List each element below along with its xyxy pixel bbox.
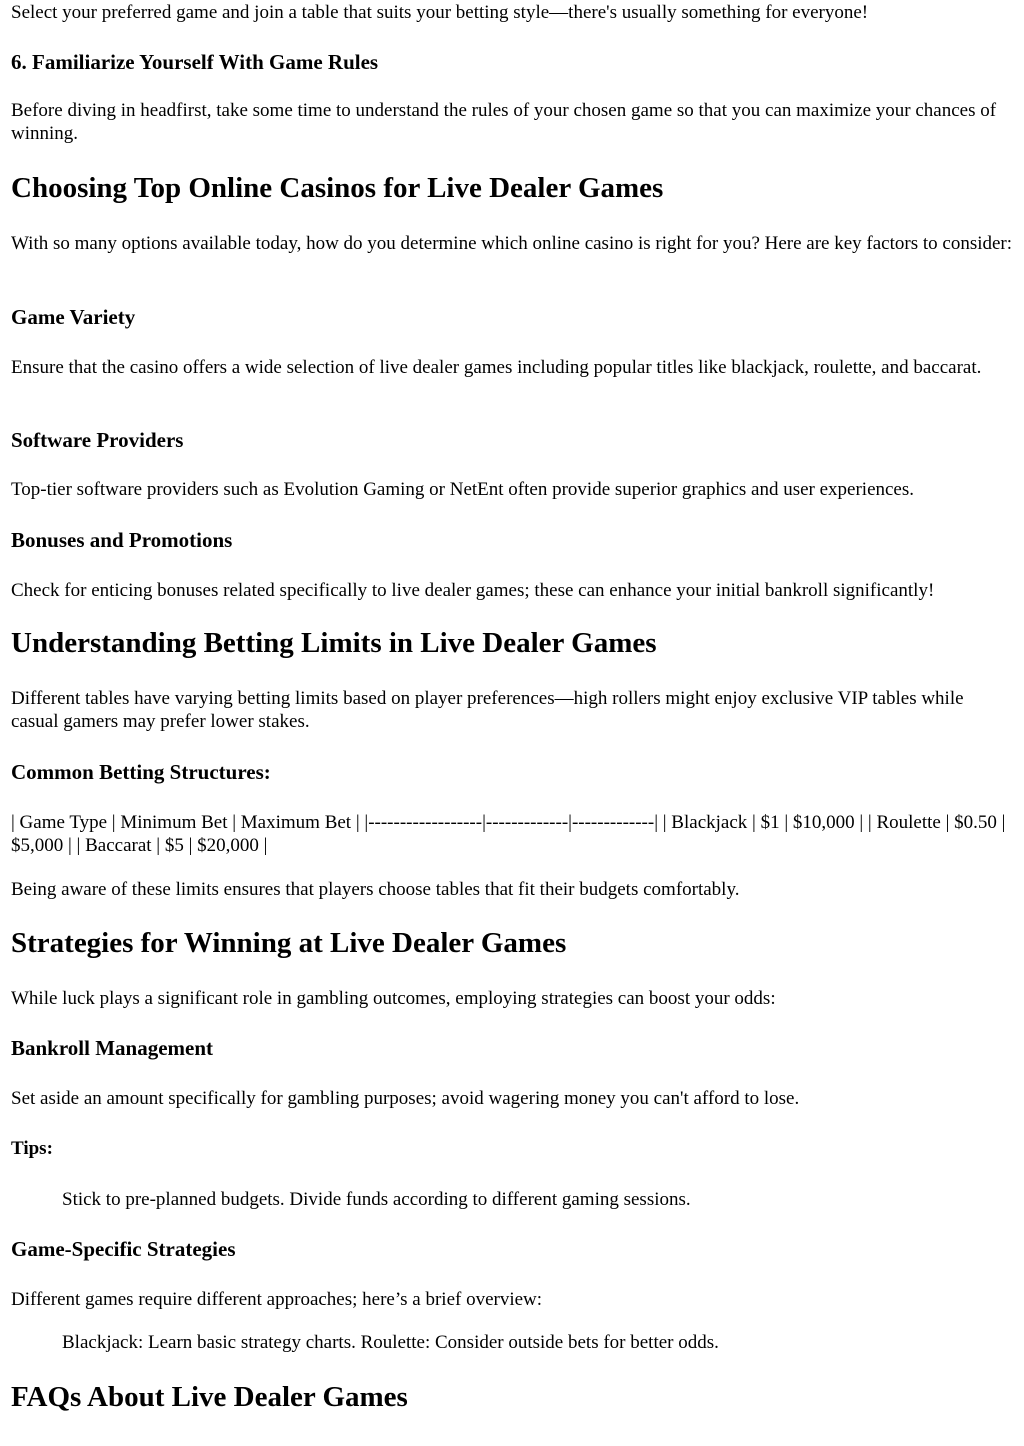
betting-limits-closing: Being aware of these limits ensures that players choose tables that fit their budgets comfortably. bbox=[11, 879, 740, 900]
choosing-heading: Choosing Top Online Casinos for Live Dealer Games bbox=[11, 172, 664, 204]
tips-heading: Tips: bbox=[11, 1138, 53, 1159]
software-providers-paragraph: Top-tier software providers such as Evolution Gaming or NetEnt often provide superior graphics and user experiences. bbox=[11, 479, 915, 500]
betting-limits-heading: Understanding Betting Limits in Live Dealer Games bbox=[11, 627, 657, 659]
betting-structures-heading: Common Betting Structures: bbox=[11, 760, 271, 784]
bonuses-paragraph: Check for enticing bonuses related specifically to live dealer games; these can enhance your initial bankroll significantly! bbox=[11, 580, 935, 601]
game-specific-heading: Game-Specific Strategies bbox=[11, 1237, 236, 1261]
game-specific-paragraph: Different games require different approaches; here’s a brief overview: bbox=[11, 1289, 543, 1310]
intro-paragraph: Select your preferred game and join a table that suits your betting style—there's usually something for everyone! bbox=[11, 2, 869, 23]
bonuses-heading: Bonuses and Promotions bbox=[11, 528, 233, 552]
step6-paragraph: Before diving in headfirst, take some time to understand the rules of your chosen game so that you can maximize your chances of winning. bbox=[11, 100, 997, 144]
strategies-heading: Strategies for Winning at Live Dealer Games bbox=[11, 927, 567, 959]
game-variety-heading: Game Variety bbox=[11, 305, 136, 329]
game-variety-paragraph: Ensure that the casino offers a wide selection of live dealer games including popular titles like blackjack, roulette, and baccarat. bbox=[11, 357, 982, 378]
betting-limits-intro: Different tables have varying betting limits based on player preferences—high rollers might enjoy exclusive VIP tables while casual gamers may prefer lower stakes. bbox=[11, 688, 964, 732]
betting-structures-raw-table: | Game Type | Minimum Bet | Maximum Bet | |------------------|-------------|-------------| | Blackjack | $1 | $10,000 | | Roulette | $0.50 | $5,000 | | Baccarat | $5 | $20,000 | bbox=[11, 812, 1006, 856]
tips-quote: Stick to pre-planned budgets. Divide funds according to different gaming sessions. bbox=[62, 1189, 691, 1210]
game-specific-quote: Blackjack: Learn basic strategy charts. Roulette: Consider outside bets for better odds. bbox=[62, 1332, 719, 1353]
bankroll-paragraph: Set aside an amount specifically for gambling purposes; avoid wagering money you can't afford to lose. bbox=[11, 1088, 800, 1109]
strategies-intro: While luck plays a significant role in gambling outcomes, employing strategies can boost your odds: bbox=[11, 988, 776, 1009]
software-providers-heading: Software Providers bbox=[11, 428, 184, 452]
step6-heading: 6. Familiarize Yourself With Game Rules bbox=[11, 50, 379, 74]
choosing-intro: With so many options available today, how do you determine which online casino is right for you? Here are key factors to consider: bbox=[11, 233, 1013, 254]
faq-heading: FAQs About Live Dealer Games bbox=[11, 1381, 408, 1413]
bankroll-heading: Bankroll Management bbox=[11, 1036, 214, 1060]
